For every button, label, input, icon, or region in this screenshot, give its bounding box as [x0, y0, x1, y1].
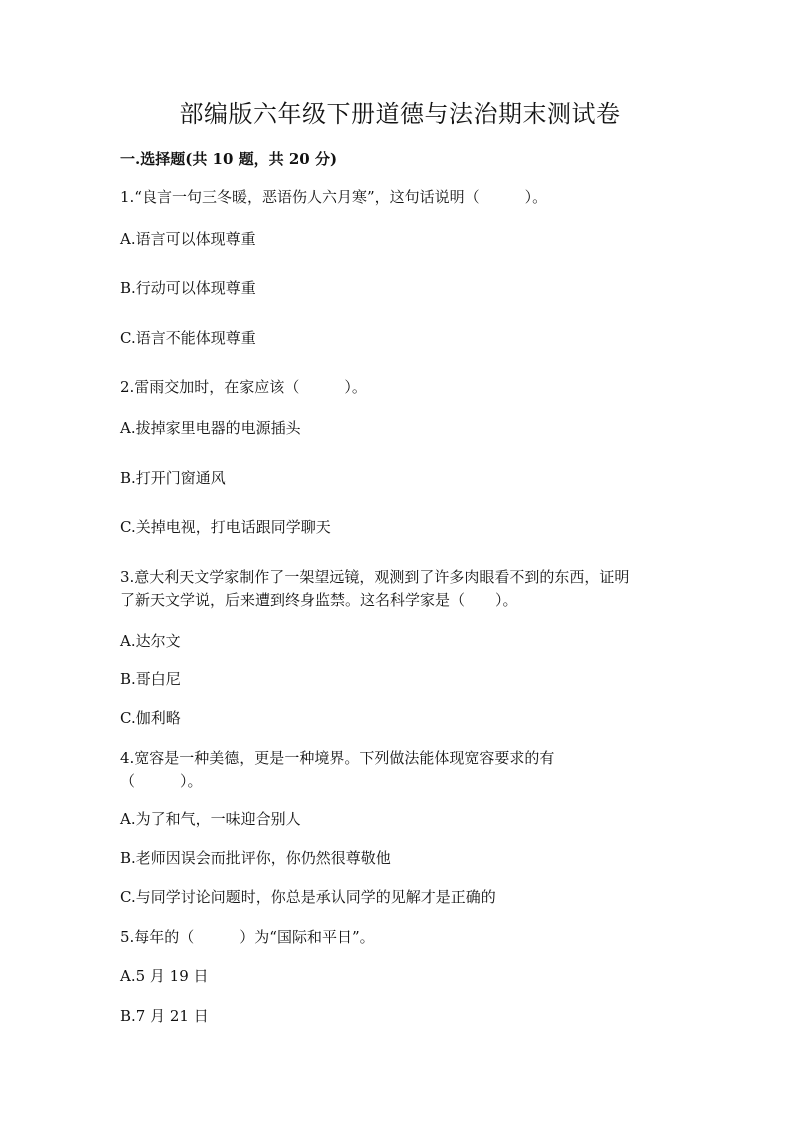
question-3-stem-line-2: 了新天文学说，后来遭到终身监禁。这名科学家是（ ）。	[120, 591, 518, 609]
question-2-stem: 2.雷雨交加时，在家应该（ ）。	[120, 378, 367, 396]
question-4-stem-line-1: 4.宽容是一种美德，更是一种境界。下列做法能体现宽容要求的有	[120, 749, 555, 767]
question-1-option-b[interactable]: B.行动可以体现尊重	[120, 279, 256, 297]
question-4-option-a[interactable]: A.为了和气，一味迎合别人	[120, 810, 301, 828]
question-2-option-a[interactable]: A.拔掉家里电器的电源插头	[120, 419, 301, 437]
page-title: 部编版六年级下册道德与法治期末测试卷	[179, 100, 621, 128]
question-3-option-b[interactable]: B.哥白尼	[120, 670, 181, 688]
question-3-stem-line-1: 3.意大利天文学家制作了一架望远镜，观测到了许多肉眼看不到的东西，证明	[120, 568, 630, 586]
question-4-option-b[interactable]: B.老师因误会而批评你，你仍然很尊敬他	[120, 849, 391, 867]
question-5-option-a[interactable]: A.5 月 19 日	[120, 967, 209, 985]
question-5-option-b[interactable]: B.7 月 21 日	[120, 1007, 209, 1025]
question-4-stem-line-2: （ ）。	[120, 772, 203, 790]
question-1-stem: 1.“良言一句三冬暖，恶语伤人六月寒”，这句话说明（ ）。	[120, 188, 548, 206]
question-3-option-a[interactable]: A.达尔文	[120, 632, 181, 650]
question-5-stem: 5.每年的（ ）为“国际和平日”。	[120, 928, 375, 946]
question-3-option-c[interactable]: C.伽利略	[120, 709, 181, 727]
question-1-option-c[interactable]: C.语言不能体现尊重	[120, 329, 256, 347]
section-heading: 一.选择题(共 10 题，共 20 分)	[120, 150, 338, 168]
question-2-option-b[interactable]: B.打开门窗通风	[120, 469, 226, 487]
question-1-option-a[interactable]: A.语言可以体现尊重	[120, 230, 256, 248]
question-2-option-c[interactable]: C.关掉电视，打电话跟同学聊天	[120, 518, 331, 536]
question-4-option-c[interactable]: C.与同学讨论问题时，你总是承认同学的见解才是正确的	[120, 888, 496, 906]
